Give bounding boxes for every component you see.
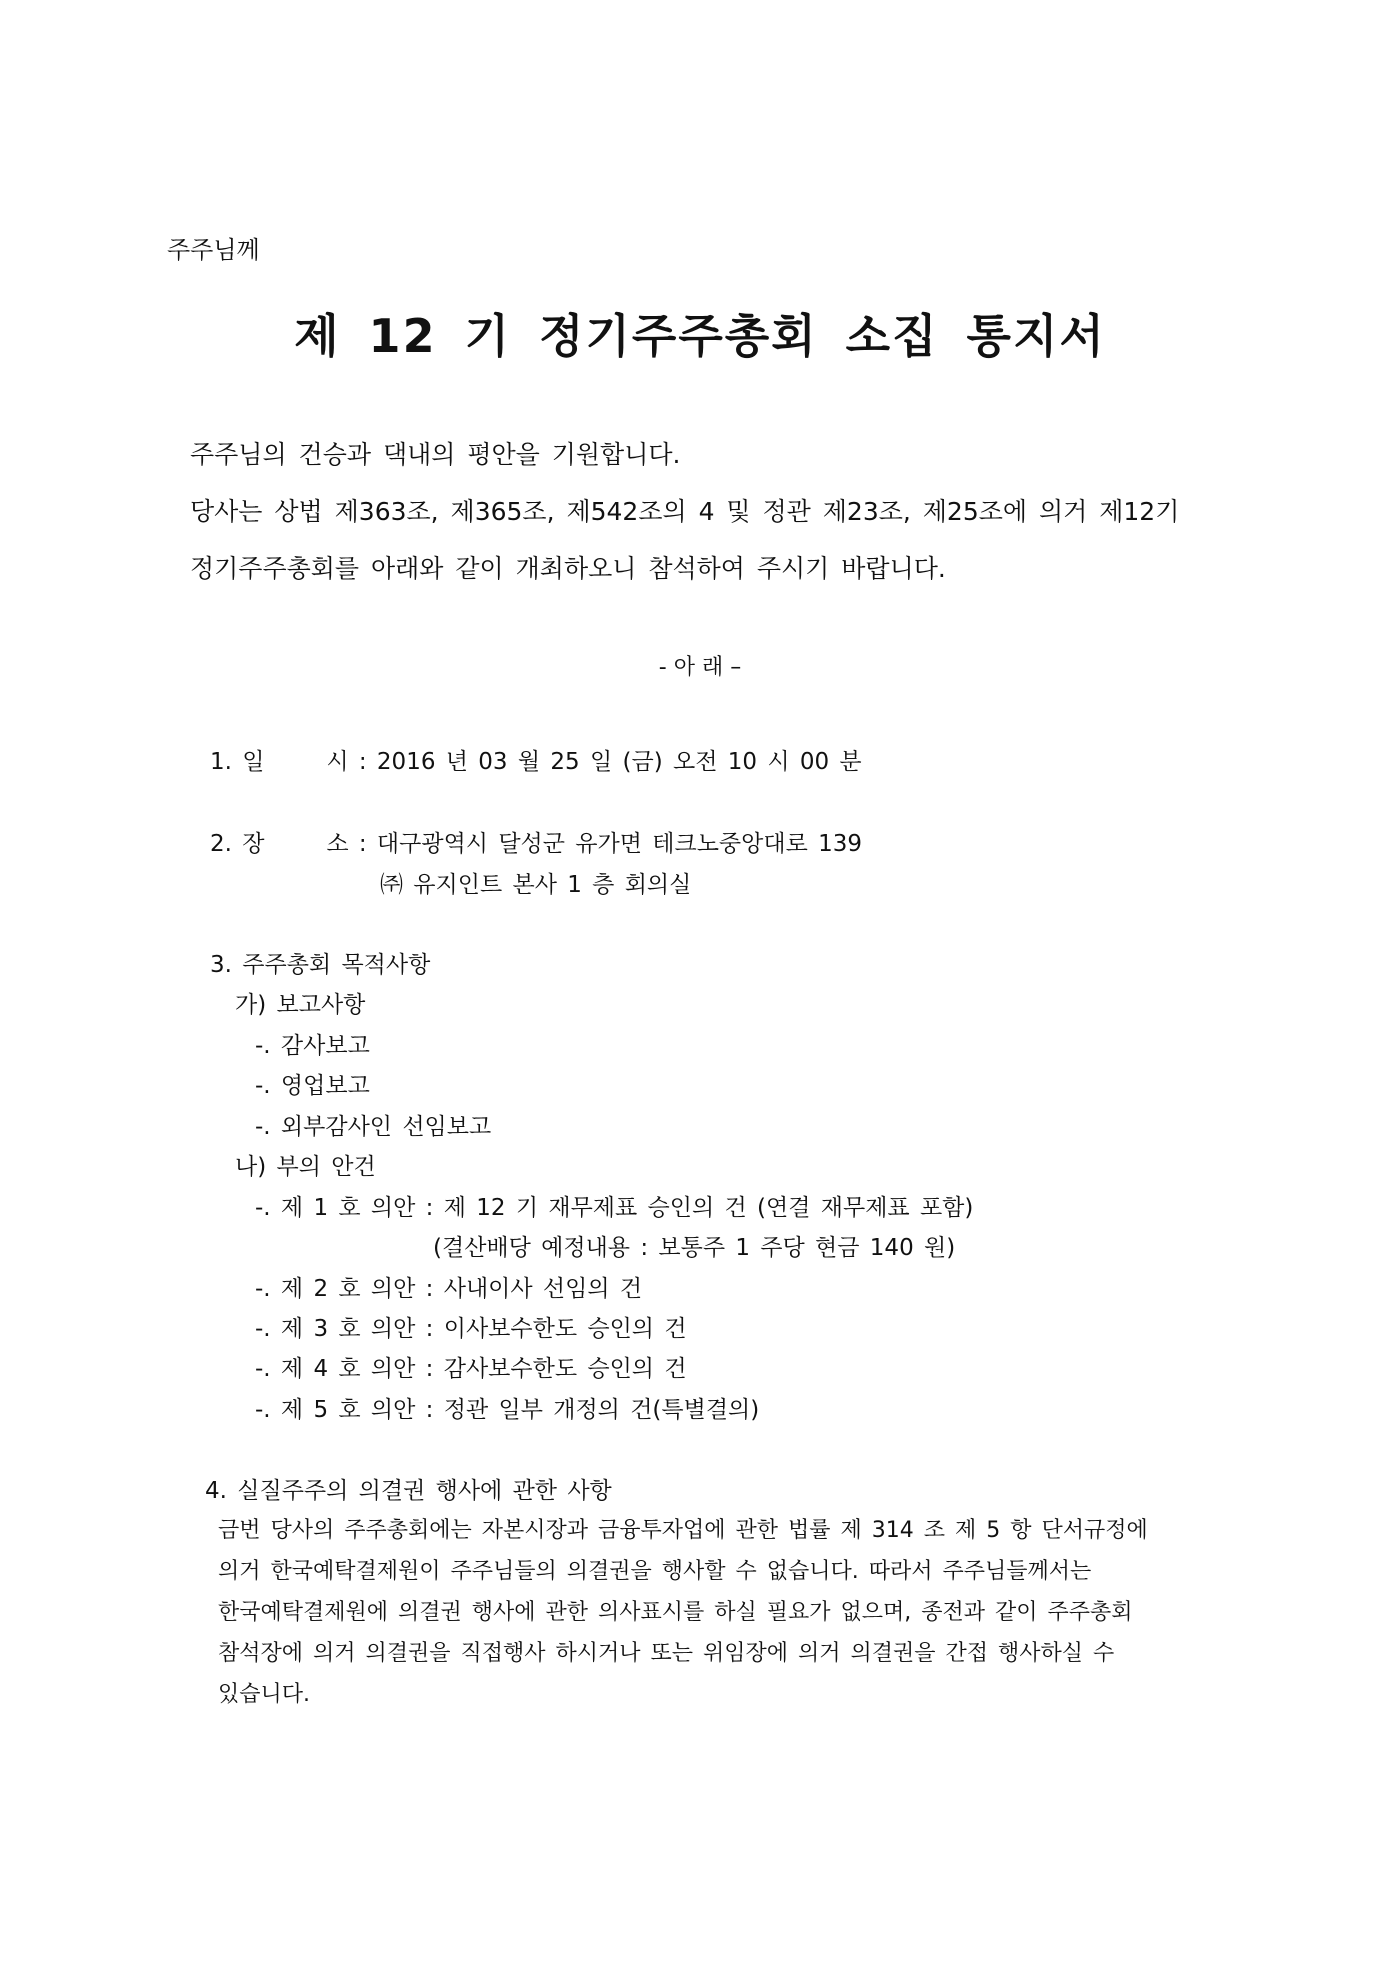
agenda-item: -. 제 1 호 의안 : 제 12 기 재무제표 승인의 건 (연결 재무제표 포함) — [255, 1195, 974, 1221]
agenda-sub-heading: 나) 부의 안건 — [235, 1154, 376, 1180]
report-item: -. 외부감사인 선임보고 — [255, 1114, 492, 1140]
voting-rights-line: 참석장에 의거 의결권을 직접행사 하시거나 또는 위임장에 의거 의결권을 간접 행사하실 수 — [218, 1641, 1115, 1666]
intro-line: 당사는 상법 제363조, 제365조, 제542조의 4 및 정관 제23조, 제25조에 의거 제12기 — [190, 497, 1180, 526]
section-marker: - 아 래 – — [658, 655, 742, 680]
agenda-item: -. 제 5 호 의안 : 정관 일부 개정의 건(특별결의) — [255, 1397, 760, 1423]
report-heading: 가) 보고사항 — [235, 992, 366, 1018]
agenda-item: -. 제 4 호 의안 : 감사보수한도 승인의 건 — [255, 1356, 687, 1382]
intro-line: 주주님의 건승과 댁내의 평안을 기원합니다. — [190, 440, 681, 469]
salutation: 주주님께 — [167, 236, 260, 264]
intro-line: 정기주주총회를 아래와 같이 개최하오니 참석하여 주시기 바랍니다. — [190, 554, 946, 583]
voting-rights-line: 있습니다. — [218, 1682, 311, 1707]
meeting-location: 2. 장 소 : 대구광역시 달성군 유가면 테크노중앙대로 139 — [210, 831, 862, 857]
meeting-date: 1. 일 시 : 2016 년 03 월 25 일 (금) 오전 10 시 00 분 — [210, 749, 862, 775]
dividend-note: (결산배당 예정내용 : 보통주 1 주당 현금 140 원) — [433, 1235, 956, 1261]
agenda-item: -. 제 3 호 의안 : 이사보수한도 승인의 건 — [255, 1316, 687, 1342]
voting-rights-line: 의거 한국예탁결제원이 주주님들의 의결권을 행사할 수 없습니다. 따라서 주주님들께서는 — [218, 1559, 1092, 1584]
document-title: 제 12 기 정기주주총회 소집 통지서 — [294, 309, 1106, 363]
voting-rights-line: 한국예탁결제원에 의결권 행사에 관한 의사표시를 하실 필요가 없으며, 종전과 같이 주주총회 — [218, 1600, 1133, 1625]
agenda-heading: 3. 주주총회 목적사항 — [210, 952, 431, 978]
voting-rights-heading: 4. 실질주주의 의결권 행사에 관한 사항 — [205, 1478, 612, 1504]
agenda-item: -. 제 2 호 의안 : 사내이사 선임의 건 — [255, 1276, 643, 1302]
meeting-location-detail: ㈜ 유지인트 본사 1 층 회의실 — [380, 872, 692, 898]
report-item: -. 영업보고 — [255, 1073, 370, 1099]
voting-rights-line: 금번 당사의 주주총회에는 자본시장과 금융투자업에 관한 법률 제 314 조 제 5 항 단서규정에 — [218, 1518, 1148, 1543]
report-item: -. 감사보고 — [255, 1033, 370, 1059]
